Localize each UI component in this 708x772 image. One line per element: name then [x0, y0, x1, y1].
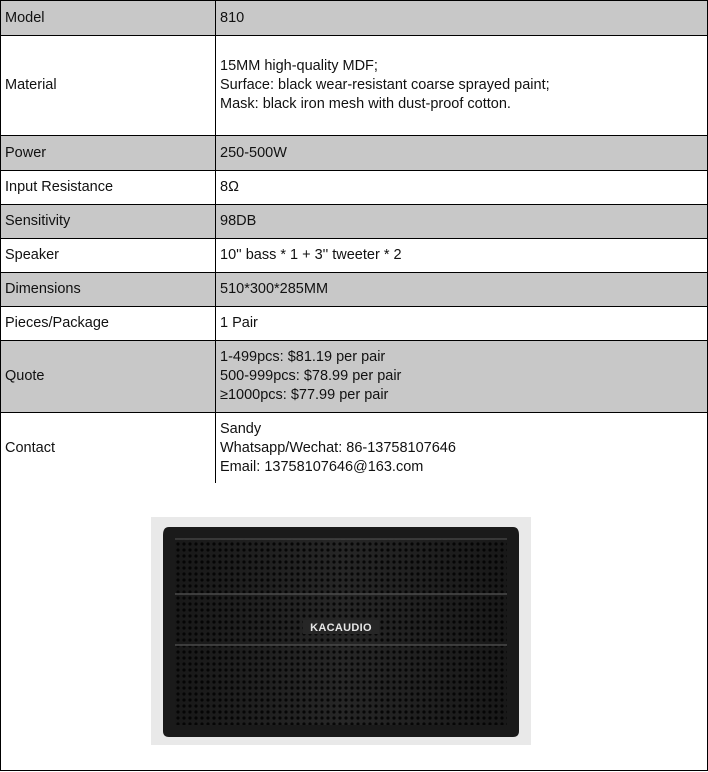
value-line: 8Ω — [220, 179, 239, 195]
row-label: Quote — [1, 341, 216, 413]
brand-logo: KACAUDIO — [310, 622, 372, 634]
value-line: ≥1000pcs: $77.99 per pair — [220, 387, 389, 403]
row-material — [1, 36, 708, 136]
row-value — [216, 171, 708, 205]
row-label: Sensitivity — [1, 205, 216, 239]
row-quote — [1, 341, 708, 413]
row-value — [216, 136, 708, 171]
value-line: 1-499pcs: $81.19 per pair — [220, 349, 386, 365]
row-power — [1, 136, 708, 171]
row-value — [216, 273, 708, 307]
row-label: Input Resistance — [1, 171, 216, 205]
row-label: Speaker — [1, 239, 216, 273]
value-line: Email: 13758107646@163.com — [220, 458, 424, 475]
value-line: 810 — [220, 9, 245, 26]
value-line: 510*300*285MM — [220, 281, 329, 297]
row-value — [216, 36, 708, 136]
row-value — [216, 413, 708, 484]
row-value — [216, 307, 708, 341]
row-label: Contact — [1, 413, 216, 484]
speaker-product-photo — [151, 517, 531, 745]
row-label: Pieces/Package — [1, 307, 216, 341]
row-sensitivity — [1, 205, 708, 239]
value-line: 98DB — [220, 213, 257, 229]
row-label: Power — [1, 136, 216, 171]
row-value — [216, 205, 708, 239]
row-pieces-package — [1, 307, 708, 341]
row-value — [216, 239, 708, 273]
value-line: Mask: black iron mesh with dust-proof cotton. — [220, 96, 511, 112]
row-label: Material — [1, 36, 216, 136]
row-value — [216, 1, 708, 36]
value-line: Whatsapp/Wechat: 86-13758107646 — [220, 439, 456, 456]
row-contact — [1, 413, 708, 484]
row-dimensions — [1, 273, 708, 307]
row-value — [216, 341, 708, 413]
value-line: 250-500W — [220, 144, 287, 161]
value-line: 1 Pair — [220, 315, 258, 331]
value-line: 15MM high-quality MDF; — [220, 58, 378, 74]
value-line: Sandy — [220, 420, 262, 437]
row-model — [1, 1, 708, 36]
row-input-resistance — [1, 171, 708, 205]
product-image-cell — [0, 483, 708, 771]
row-label: Dimensions — [1, 273, 216, 307]
row-speaker — [1, 239, 708, 273]
value-line: 500-999pcs: $78.99 per pair — [220, 368, 402, 384]
row-label: Model — [1, 1, 216, 36]
value-line: 10'' bass * 1 + 3'' tweeter * 2 — [220, 247, 402, 263]
value-line: Surface: black wear-resistant coarse sprayed paint; — [220, 77, 550, 93]
